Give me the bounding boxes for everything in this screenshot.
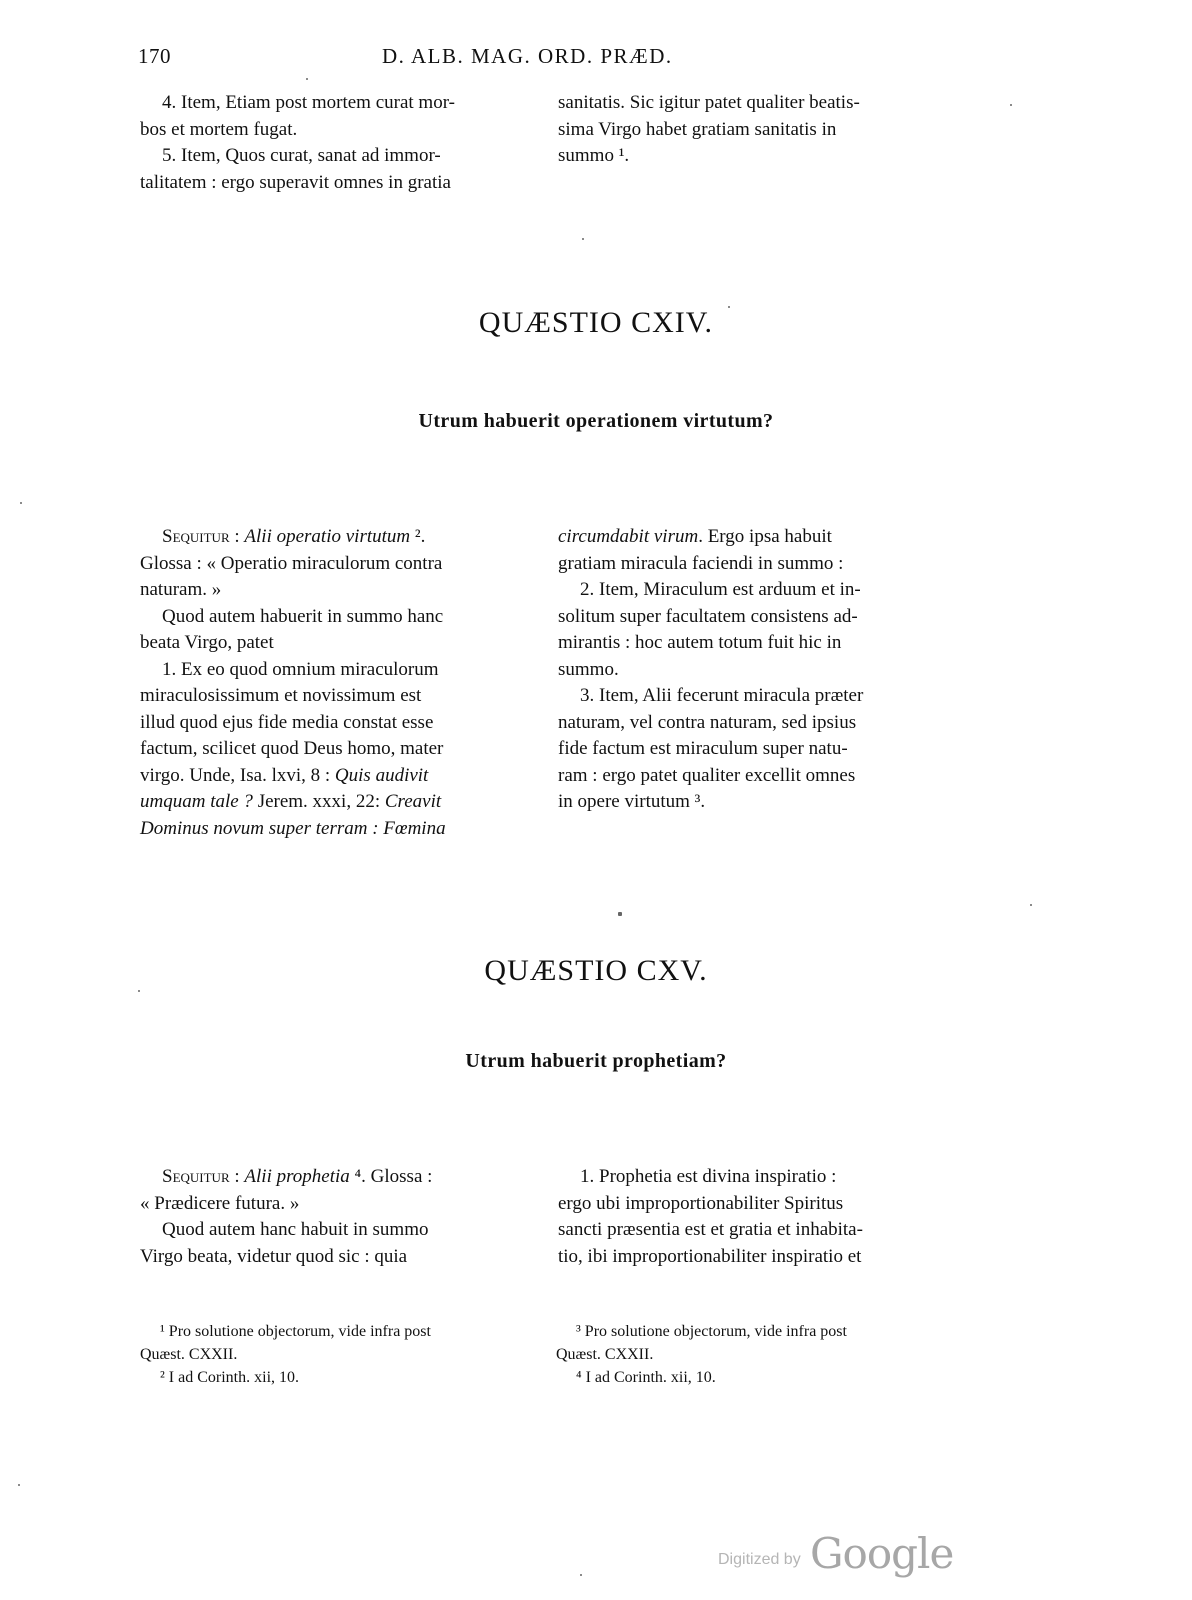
text-line: factum, scilicet quod Deus homo, mater [140,738,444,759]
text-line: naturam, vel contra naturam, sed ipsius [558,711,857,733]
italic-quote: Quis audivit [334,764,429,786]
text-line: ergo ubi improportionabiliter Spiritus [558,1192,844,1214]
question-title-cxiv: QUÆSTIO CXIV. [478,306,714,339]
text-line: miraculosissimum et novissimum est [140,685,422,706]
text-span: ⁴. Glossa : [349,1166,433,1187]
top-right-column [558,90,940,170]
text-line [140,524,532,551]
text-line: beata Virgo, patet [140,632,274,653]
text-line: talitatem : ergo superavit omnes in gratia [140,171,451,193]
text-line: naturam. » [140,579,222,600]
text-span: Jerem. xxxi, 22: [252,791,385,812]
scan-speck [1010,104,1012,106]
text-line: Virgo beata, videtur quod sic : quia [140,1245,408,1267]
scan-speck [18,1484,20,1486]
footnote-line: Quæst. CXXII. [556,1346,654,1363]
text-line: Quod autem hanc habuit in summo [162,1219,429,1240]
text-span: ². [410,526,426,547]
digitized-prefix: Digitized by [718,1551,801,1568]
text-line [140,1164,532,1191]
text-line [558,524,940,551]
text-line: 1. Ex eo quod omnium miraculorum [162,658,439,680]
scan-speck [580,1574,582,1576]
cxiv-right-column [558,524,940,816]
text-line [140,789,532,816]
text-line: illud quod ejus fide media constat esse [140,711,434,733]
page-header [138,44,934,78]
text-line: 4. Item, Etiam post mortem curat mor- [162,92,455,113]
scan-speck [1030,904,1032,906]
text-span: : [229,1166,245,1187]
footnote-line: ¹ Pro solutione objectorum, vide infra post [160,1323,431,1340]
digitized-watermark [718,1529,958,1579]
footnote-line: ⁴ I ad Corinth. xii, 10. [576,1369,716,1386]
small-caps-word: Sequitur [162,1166,230,1187]
text-line: 2. Item, Miraculum est arduum et in- [580,579,861,600]
text-line: sima Virgo habet gratiam sanitatis in [558,118,837,140]
scan-speck [582,238,584,240]
page-number: 170 [138,44,171,68]
top-left-column [140,90,532,196]
text-line [140,763,532,790]
text-line: sancti præsentia est et gratia et inhabita- [558,1219,863,1240]
scan-speck [138,990,140,992]
text-line: 5. Item, Quos curat, sanat ad immor- [162,145,441,166]
text-line: summo ¹. [558,145,630,166]
text-line: solitum super facultatem consistens ad- [558,605,858,627]
question-subtitle-cxiv: Utrum habuerit operationem virtutum? [418,410,774,432]
text-line: Glossa : « Operatio miraculorum contra [140,552,443,574]
small-caps-word: Sequitur [162,526,230,547]
footnote-line: ² I ad Corinth. xii, 10. [160,1369,300,1386]
scan-speck [306,78,308,80]
text-line: « Prædicere futura. » [140,1192,300,1214]
text-line: in opere virtutum ³. [558,791,706,812]
text-line [140,816,532,843]
question-subtitle-cxv: Utrum habuerit prophetiam? [465,1050,727,1072]
text-line: gratiam miracula faciendi in summo : [558,552,844,574]
text-line: ram : ergo patet qualiter excellit omnes [558,764,856,786]
text-line: 1. Prophetia est divina inspiratio : [580,1166,837,1187]
cxv-left-column [140,1164,532,1270]
italic-quote: circumdabit virum [558,526,699,547]
footnotes-right [556,1320,948,1389]
text-line: mirantis : hoc autem totum fuit hic in [558,632,842,653]
italic-quote: Creavit [384,791,442,812]
italic-quote: umquam tale ? [140,791,253,812]
text-line: bos et mortem fugat. [140,118,298,140]
text-line: fide factum est miraculum super natu- [558,738,848,759]
text-line: summo. [558,658,619,680]
italic-quote: Alii prophetia [244,1166,350,1187]
text-span: : [229,526,245,547]
italic-quote: Dominus novum super terram : Fœmina [140,817,446,839]
text-line: sanitatis. Sic igitur patet qualiter beatis- [558,92,860,113]
running-head: D. ALB. MAG. ORD. PRÆD. [382,44,673,68]
scan-speck [618,912,622,916]
text-span: virgo. Unde, Isa. lxvi, 8 : [140,764,335,786]
footnote-line: ³ Pro solutione objectorum, vide infra post [576,1323,847,1340]
google-logo: Google [810,1529,954,1578]
text-line: 3. Item, Alii fecerunt miracula præter [580,685,864,706]
scan-speck [728,306,730,308]
scan-speck [20,502,22,504]
footnote-line: Quæst. CXXII. [140,1346,238,1363]
text-line: Quod autem habuerit in summo hanc [162,605,444,627]
italic-quote: Alii operatio virtutum [244,526,411,547]
cxv-right-column [558,1164,940,1270]
text-line: tio, ibi improportionabiliter inspiratio et [558,1245,862,1267]
footnotes-left [140,1320,532,1389]
cxiv-left-column [140,524,532,842]
question-title-cxv: QUÆSTIO CXV. [484,954,708,987]
text-span: . Ergo ipsa habuit [698,526,832,547]
